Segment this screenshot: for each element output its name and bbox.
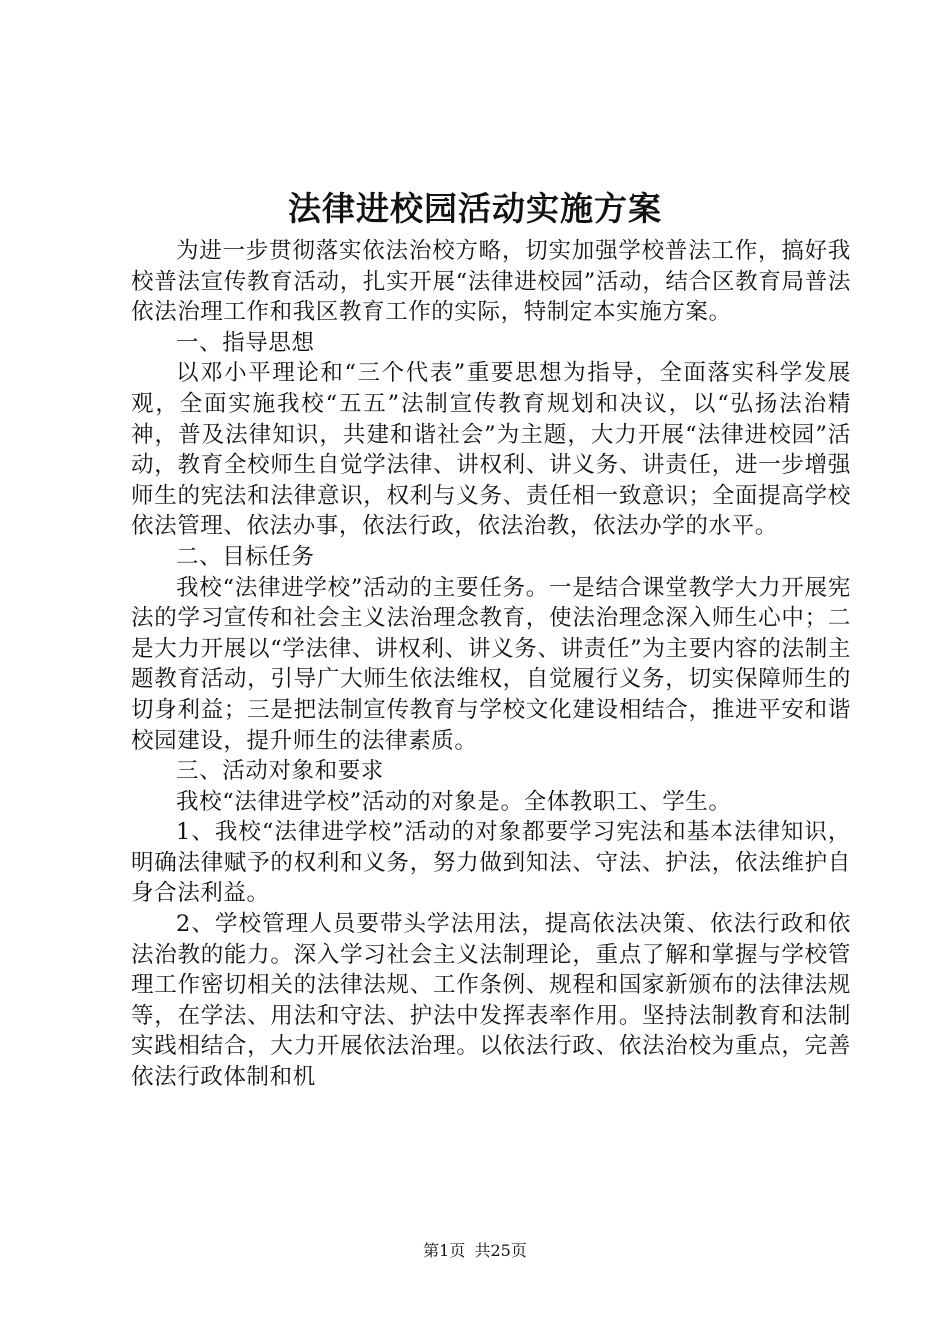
document-title: 法律进校园活动实施方案: [288, 189, 662, 228]
body-paragraph: 1、我校“法律进学校”活动的对象都要学习宪法和基本法律知识，明确法律赋予的权利和义务，努力做到知法、守法、护法，依法维护自身合法利益。: [131, 819, 851, 907]
page-number: 第1页: [423, 1241, 466, 1260]
page-footer: [0, 1240, 950, 1262]
section-heading-goals: 二、目标任务: [176, 543, 315, 570]
body-paragraph: 以邓小平理论和“三个代表”重要思想为指导，全面落实科学发展观，全面实施我校“五五”法制宣传教育规划和决议，以“弘扬法治精神，普及法律知识，共建和谐社会”为主题，大力开展“法律进校园”活动，教育全校师生自觉学法律、讲权利、讲义务、讲责任，进一步增强师生的宪法和法律意识，权利与义务、责任相一致意识；全面提高学校依法管理、依法办事，依法行政，依法治教，依法办学的水平。: [131, 360, 851, 540]
document-body: [131, 236, 851, 1093]
total-pages: 共25页: [474, 1241, 527, 1260]
intro-paragraph: 为进一步贯彻落实依法治校方略，切实加强学校普法工作，搞好我校普法宣传教育活动，扎实开展“法律进校园”活动，结合区教育局普法依法治理工作和我区教育工作的实际，特制定本实施方案。: [131, 238, 851, 326]
body-paragraph: 2、学校管理人员要带头学法用法，提高依法决策、依法行政和依法治教的能力。深入学习社会主义法制理论，重点了解和掌握与学校管理工作密切相关的法律法规、工作条例、规程和国家新颁布的法律法规等，在学法、用法和守法、护法中发挥表率作用。坚持法制教育和法制实践相结合，大力开展依法治理。以依法行政、依法治校为重点，完善依法行政体制和机: [131, 911, 851, 1091]
section-heading-participants: 三、活动对象和要求: [176, 758, 384, 785]
section-heading-guiding-ideology: 一、指导思想: [176, 329, 315, 356]
body-paragraph: 我校“法律进学校”活动的主要任务。一是结合课堂教学大力开展宪法的学习宣传和社会主义法治理念教育，使法治理念深入师生心中；二是大力开展以“学法律、讲权利、讲义务、讲责任”为主要内容的法制主题教育活动，引导广大师生依法维权，自觉履行义务，切实保障师生的切身利益；三是把法制宣传教育与学校文化建设相结合，推进平安和谐校园建设，提升师生的法律素质。: [131, 574, 851, 754]
body-paragraph: 我校“法律进学校”活动的对象是。全体教职工、学生。: [176, 788, 732, 815]
